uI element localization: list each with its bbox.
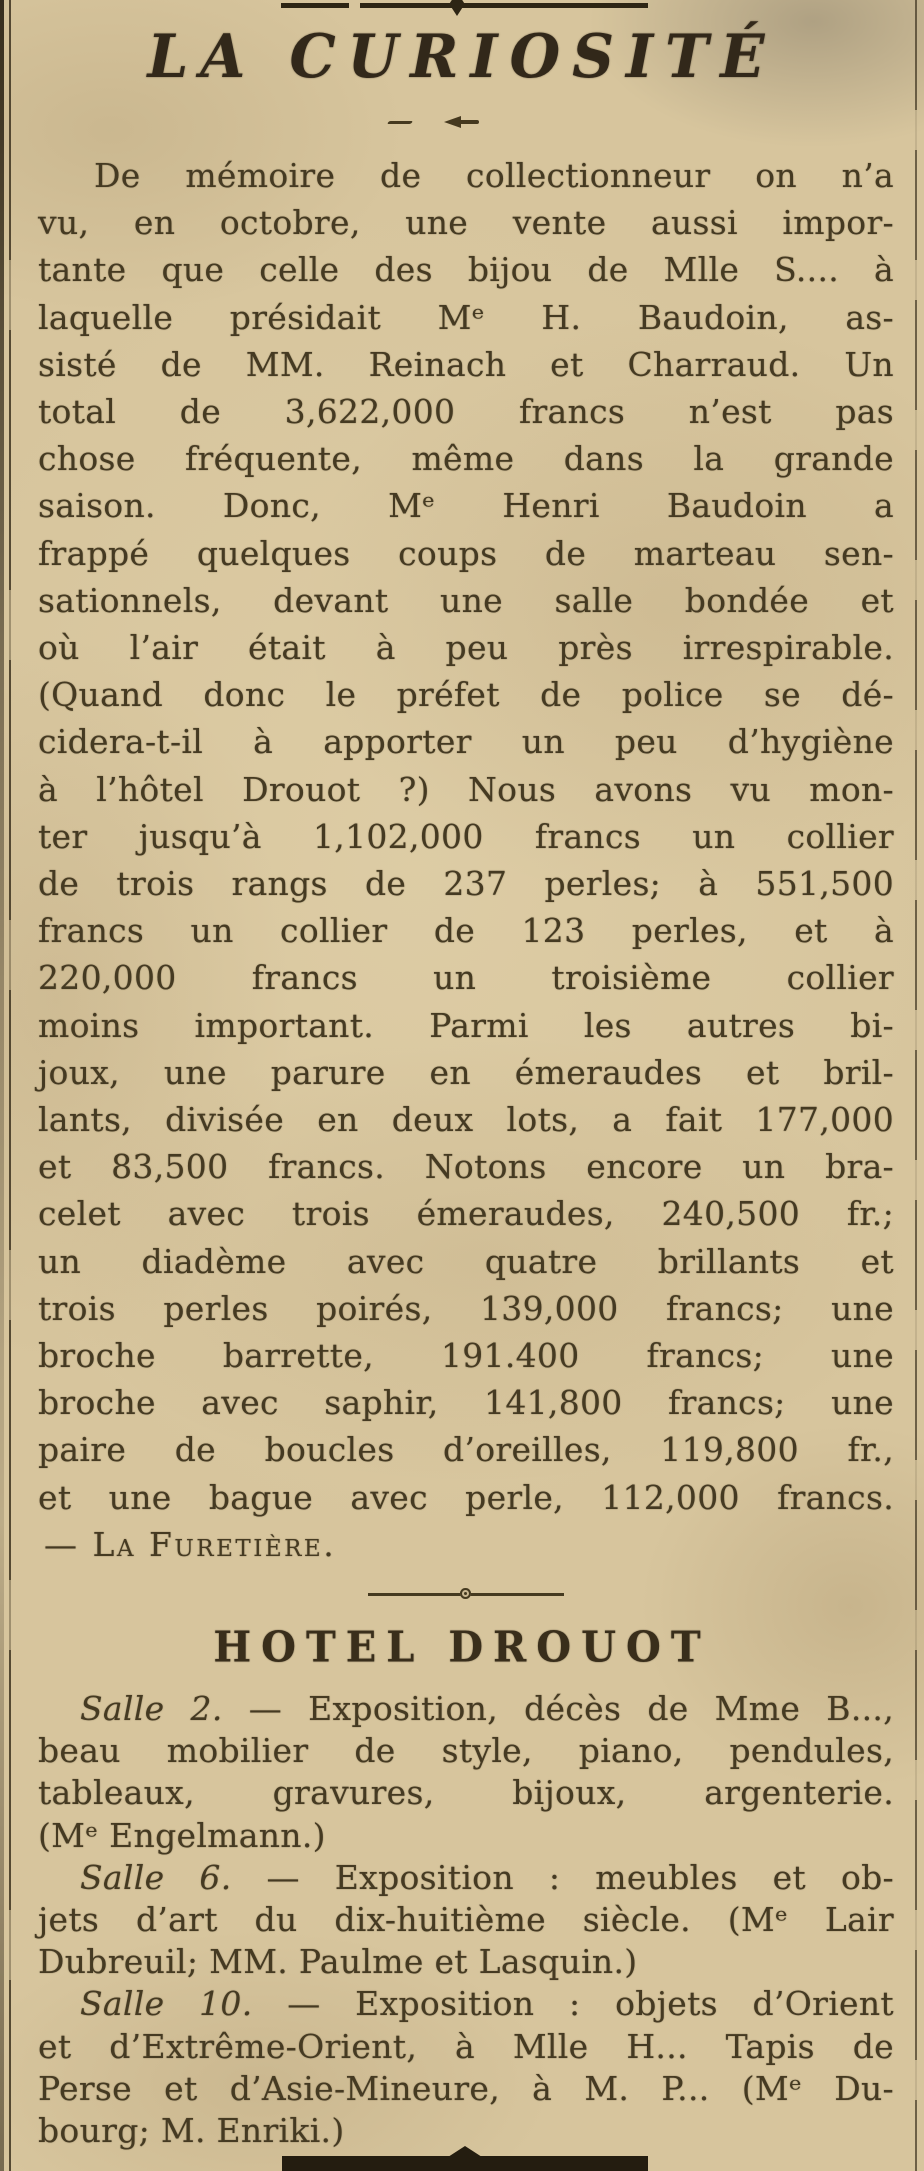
listing-line: Dubreuil; MM. Paulme et Lasquin.)	[38, 1942, 638, 1982]
article-line: saison. Donc, Mᵉ Henri Baudoin a	[38, 486, 894, 526]
article-line: un diadème avec quatre brillants et	[38, 1241, 894, 1281]
article-line: broche avec saphir, 141,800 francs; une	[38, 1383, 894, 1423]
diamond-ornament-icon	[449, 0, 465, 16]
article-line: sisté de MM. Reinach et Charraud. Un	[38, 344, 894, 384]
salle-label: Salle 10.	[80, 1984, 253, 2024]
top-rule-ornament	[281, 3, 648, 8]
article-line: (Quand donc le préfet de police se dé-	[38, 675, 894, 715]
article-line: moins important. Parmi les autres bi-	[38, 1005, 894, 1045]
article-line: et 83,500 francs. Notons encore un bra-	[38, 1147, 894, 1187]
article-line: lants, divisée en deux lots, a fait 177,000	[38, 1100, 894, 1140]
article-line: ter jusqu’à 1,102,000 francs un collier	[38, 816, 894, 856]
article-line: broche barrette, 191.400 francs; une	[38, 1336, 894, 1376]
flourish-dash-icon	[387, 121, 413, 124]
listing-text: — Exposition, décès de Mme B...,	[222, 1689, 894, 1728]
article-line: francs un collier de 123 perles, et à	[38, 911, 894, 951]
listing-line	[38, 1688, 894, 1730]
listing-line	[38, 1857, 894, 1899]
listing-text: — Exposition : meubles et ob-	[231, 1857, 895, 1897]
listing-line	[38, 1983, 894, 2025]
article-line: celet avec trois émeraudes, 240,500 fr.;	[38, 1194, 894, 1234]
divider-dot-icon	[460, 1588, 471, 1599]
article-line: et une bague avec perle, 112,000 francs.	[38, 1477, 894, 1517]
column-rule-left	[9, 0, 11, 2171]
article-line: paire de boucles d’oreilles, 119,800 fr.,	[38, 1430, 894, 1470]
section-title: LA CURIOSITÉ	[147, 20, 777, 92]
column-rule-right	[915, 0, 917, 2171]
hotel-drouot-listings	[38, 1688, 894, 2152]
hotel-drouot-heading: HOTEL DROUOT	[213, 1622, 711, 1673]
listing-line: et d’Extrême-Orient, à Mlle H... Tapis de	[38, 2026, 894, 2066]
article-line: trois perles poirés, 139,000 francs; une	[38, 1288, 894, 1328]
article-body	[38, 152, 894, 1568]
flourish-arrow-icon	[444, 116, 461, 128]
article-line: sationnels, devant une salle bondée et	[38, 580, 894, 620]
listing-line: bourg; M. Enriki.)	[38, 2111, 345, 2151]
article-line: frappé quelques coups de marteau sen-	[38, 533, 894, 573]
article-line: cidera-t-il à apporter un peu d’hygiène	[38, 722, 894, 762]
salle-label: Salle 6.	[80, 1857, 232, 1897]
article-line: tante que celle des bijou de Mlle S.... à	[38, 250, 894, 290]
section-divider-ornament	[368, 1593, 564, 1596]
article-line: de trois rangs de 237 perles; à 551,500	[38, 864, 894, 904]
listing-line: (Mᵉ Engelmann.)	[38, 1815, 326, 1855]
listing-line: jets d’art du dix-huitième siècle. (Mᵉ Lair	[38, 1900, 894, 1940]
salle-label: Salle 2.	[80, 1689, 223, 1728]
listing-text: — Exposition : objets d’Orient	[252, 1984, 894, 2024]
article-line: où l’air était à peu près irrespirable.	[38, 628, 894, 668]
listing-line: tableaux, gravures, bijoux, argenterie.	[38, 1773, 894, 1813]
article-line: 220,000 francs un troisième collier	[38, 958, 894, 998]
article-line: laquelle présidait Mᵉ H. Baudoin, as-	[38, 297, 894, 337]
article-signature: — La Furetière.	[44, 1524, 337, 1564]
article-line: joux, une parure en émeraudes et bril-	[38, 1052, 894, 1092]
article-line: à l’hôtel Drouot ?) Nous avons vu mon-	[38, 769, 894, 809]
scan-edge-left	[0, 0, 4, 2171]
listing-line: beau mobilier de style, piano, pendules,	[38, 1731, 894, 1771]
article-line: De mémoire de collectionneur on n’a	[94, 156, 894, 195]
listing-line: Perse et d’Asie-Mineure, à M. P... (Mᵉ Du-	[38, 2068, 894, 2108]
article-line: vu, en octobre, une vente aussi impor-	[38, 203, 894, 243]
article-line: chose fréquente, même dans la grande	[38, 439, 894, 479]
article-line: total de 3,622,000 francs n’est pas	[38, 392, 894, 432]
next-section-banner	[282, 2156, 648, 2171]
